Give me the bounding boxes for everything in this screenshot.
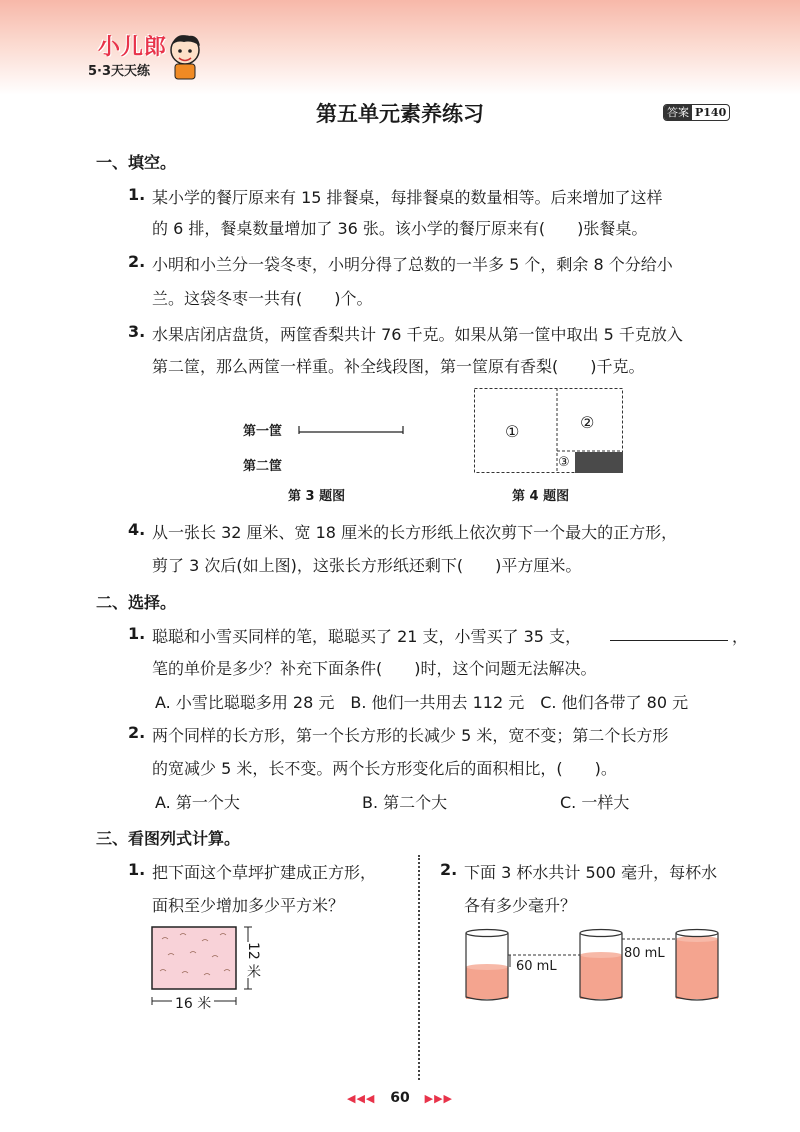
section3-heading: 三、看图列式计算。: [96, 829, 241, 848]
s2-q1-blank[interactable]: [610, 640, 728, 641]
lawn-rectangle: [152, 927, 236, 989]
s1-q3-line2: 第二筐，那么两筐一样重。补全线段图，第一筐原有香梨( )千克。: [152, 357, 645, 376]
s2-q1-number: 1.: [128, 624, 146, 643]
s2-q2-line1: 两个同样的长方形，第一个长方形的长减少 5 米，宽不变；第二个长方形: [152, 726, 669, 745]
cup-diff-label-2: 80 mL: [624, 946, 665, 961]
cup2-water: [580, 955, 622, 999]
answer-reference: [663, 104, 730, 121]
s1-q2-number: 2.: [128, 252, 146, 271]
s3-q2-line1: 下面 3 杯水共计 500 毫升，每杯水: [464, 863, 718, 882]
s2-q1-line1-end: ，: [732, 627, 749, 646]
s1-q1-number: 1.: [128, 185, 146, 204]
fig3-label-second: 第二筐: [243, 459, 283, 474]
brand-name: 小儿郎: [98, 35, 168, 60]
page-number: 60: [390, 1090, 410, 1106]
s2-q1-line2: 笔的单价是多少？补充下面条件( )时，这个问题无法解决。: [152, 659, 597, 678]
column-divider: [418, 855, 420, 1080]
brand-logo: [88, 30, 218, 90]
fig3-segment-first: [298, 424, 408, 438]
s1-q1-line2: 的 6 排，餐桌数量增加了 36 张。该小学的餐厅原来有( )张餐桌。: [152, 219, 648, 238]
s1-q4-line2: 剪了 3 次后(如上图)，这张长方形纸还剩下( )平方厘米。: [152, 556, 582, 575]
section2-heading: 二、选择。: [96, 593, 177, 612]
fig4-label-3: ③: [558, 455, 570, 470]
s3-q2-line2: 各有多少毫升？: [464, 896, 577, 915]
fig3-label-first: 第一筐: [243, 424, 283, 439]
fig4-remaining-piece: [575, 452, 623, 473]
s2-q2-option-c: C. 一样大: [560, 793, 630, 812]
answer-page: P140: [695, 106, 727, 119]
cup3-water: [676, 939, 718, 999]
page-footer: [0, 1090, 800, 1106]
s1-q3-line1: 水果店闭店盘货，两筐香梨共计 76 千克。如果从第一筐中取出 5 千克放入: [152, 325, 683, 344]
s2-q2-option-b: B. 第二个大: [362, 793, 448, 812]
series-name: 5·3天天练: [88, 64, 151, 79]
s3-q1-line2: 面积至少增加多少平方米？: [152, 896, 345, 915]
cup-diff-label-1: 60 mL: [516, 959, 557, 974]
next-arrows-icon: ▶▶▶: [424, 1092, 453, 1105]
s2-q2-line2: 的宽减少 5 米，长不变。两个长方形变化后的面积相比，( )。: [152, 759, 617, 778]
fig4-label-2: ②: [580, 413, 595, 432]
s2-q2-option-a: A. 第一个大: [155, 793, 240, 812]
cups-diagram: [462, 925, 732, 1005]
s2-q1-options: A. 小雪比聪聪多用 28 元 B. 他们一共用去 112 元 C. 他们各带了 80 元: [155, 693, 689, 712]
s1-q4-number: 4.: [128, 520, 146, 539]
fig4-label-1: ①: [505, 422, 520, 441]
fig4-diagram: [474, 388, 624, 474]
fig3-caption: 第 3 题图: [288, 489, 346, 504]
s3-q1-number: 1.: [128, 860, 146, 879]
s1-q3-number: 3.: [128, 322, 146, 341]
s1-q2-line1: 小明和小兰分一袋冬枣，小明分得了总数的一半多 5 个，剩余 8 个分给小: [152, 255, 673, 274]
page-title: 第五单元素养练习: [316, 102, 484, 126]
prev-arrows-icon: ◀◀◀: [346, 1092, 376, 1105]
s2-q1-line1: 聪聪和小雪买同样的笔，聪聪买了 21 支，小雪买了 35 支，: [152, 627, 582, 646]
section1-heading: 一、填空。: [96, 153, 177, 172]
cup1-water: [466, 967, 508, 999]
mascot-icon: [166, 32, 204, 80]
lawn-length-label: 16 米: [172, 993, 214, 1013]
s2-q2-number: 2.: [128, 723, 146, 742]
s3-q2-number: 2.: [440, 860, 458, 879]
s3-q1-line1: 把下面这个草坪扩建成正方形，: [152, 863, 377, 882]
fig4-caption: 第 4 题图: [512, 489, 570, 504]
s1-q1-line1: 某小学的餐厅原来有 15 排餐桌，每排餐桌的数量相等。后来增加了这样: [152, 188, 663, 207]
answer-label: 答案: [664, 105, 692, 120]
s1-q2-line2: 兰。这袋冬枣一共有( )个。: [152, 289, 373, 308]
s1-q4-line1: 从一张长 32 厘米、宽 18 厘米的长方形纸上依次剪下一个最大的正方形，: [152, 523, 678, 542]
lawn-width-label: 12 米: [245, 942, 261, 979]
